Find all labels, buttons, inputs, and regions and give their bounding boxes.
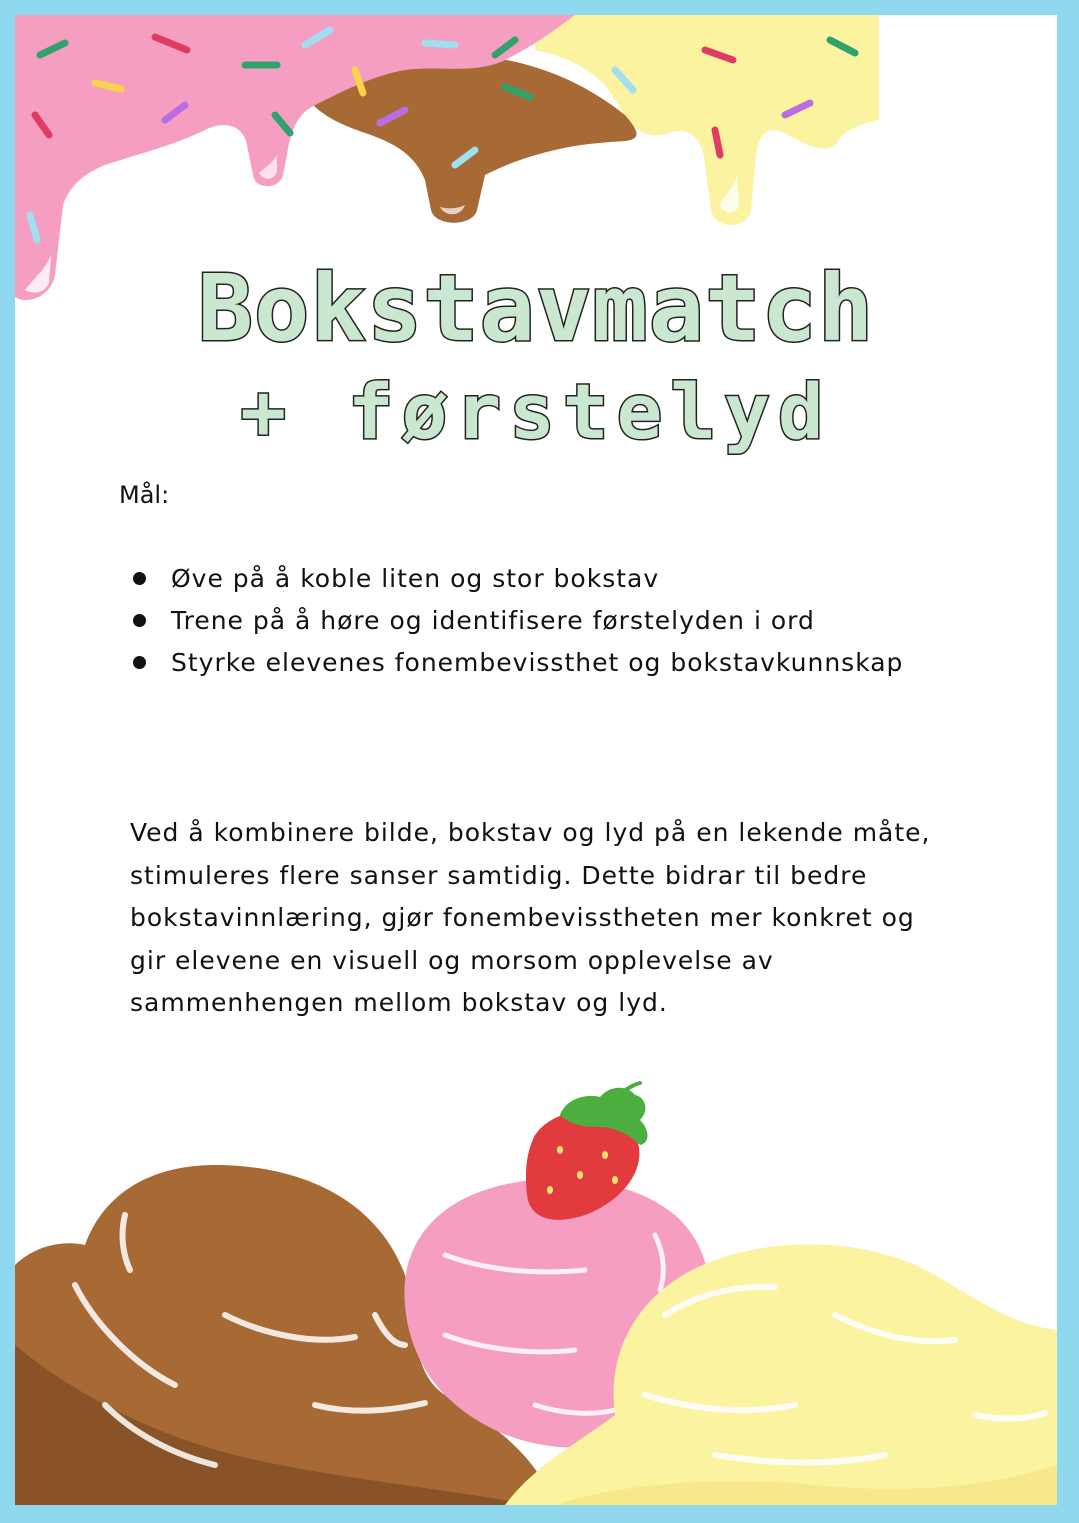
description-paragraph: Ved å kombinere bilde, bokstav og lyd på en lekende måte, stimuleres flere sanser samtidig. Dette bidrar til bedre bokstavinnlæring, gjør fonembevisstheten mer konkret og gir elevene en visuell og morsom opplevelse av sammenhengen mellom bokstav og lyd.: [130, 818, 931, 1017]
worksheet-page: [15, 15, 1057, 1505]
goal-text: Trene på å høre og identifisere førstelyden i ord: [171, 606, 815, 635]
icecream-scoops-illustration: [15, 15, 1057, 1505]
page-subtitle: + førstelyd: [240, 367, 832, 456]
page-title: Bokstavmatch: [197, 255, 875, 362]
goal-text: Styrke elevenes fonembevissthet og bokstavkunnskap: [171, 648, 904, 677]
goals-heading: Mål:: [119, 481, 170, 509]
goal-text: Øve på å koble liten og stor bokstav: [171, 564, 660, 593]
